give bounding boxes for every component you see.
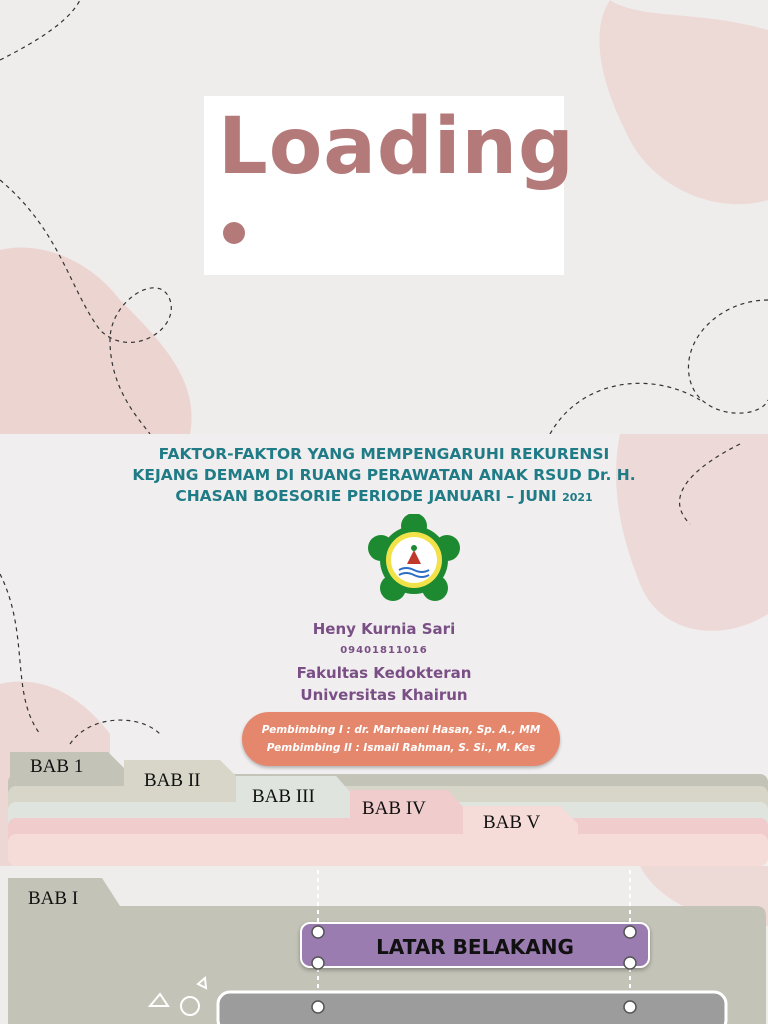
tab-bab-4[interactable]: BAB IV: [362, 798, 426, 819]
faculty-name: Fakultas Kedokteran: [296, 664, 472, 682]
supervisor-2: Pembimbing II : Ismail Rahman, S. Si., M. Kes: [266, 742, 536, 754]
title-line-3: CHASAN BOESORIE PERIODE JANUARI – JUNI 2021: [175, 487, 593, 505]
bab-i-slide: [0, 866, 768, 1024]
tab-bab-1[interactable]: BAB 1: [30, 756, 84, 777]
title-line-2: KEJANG DEMAM DI RUANG PERAWATAN ANAK RSUD Dr. H.: [132, 466, 636, 484]
university-name: Universitas Khairun: [300, 686, 468, 704]
loading-text: Loading: [218, 102, 575, 192]
title-year: 2021: [562, 491, 593, 504]
tab-bab-2[interactable]: BAB II: [144, 770, 201, 791]
loading-slide: [0, 0, 768, 434]
author-nim: 09401811016: [340, 645, 428, 656]
supervisor-1: Pembimbing I : dr. Marhaeni Hasan, Sp. A., MM: [261, 724, 541, 736]
title-line-1: FAKTOR-FAKTOR YANG MEMPENGARUHI REKURENSI: [158, 445, 610, 463]
title-slide: [0, 434, 768, 866]
bab-i-tab-label: BAB I: [28, 888, 79, 909]
tab-bab-3[interactable]: BAB III: [252, 786, 315, 807]
loading-dot: [223, 222, 245, 244]
loading-box: [204, 96, 575, 275]
latar-belakang-heading: LATAR BELAKANG: [300, 922, 650, 968]
author-name: Heny Kurnia Sari: [312, 620, 456, 638]
tab-bab-5[interactable]: BAB V: [483, 812, 541, 833]
